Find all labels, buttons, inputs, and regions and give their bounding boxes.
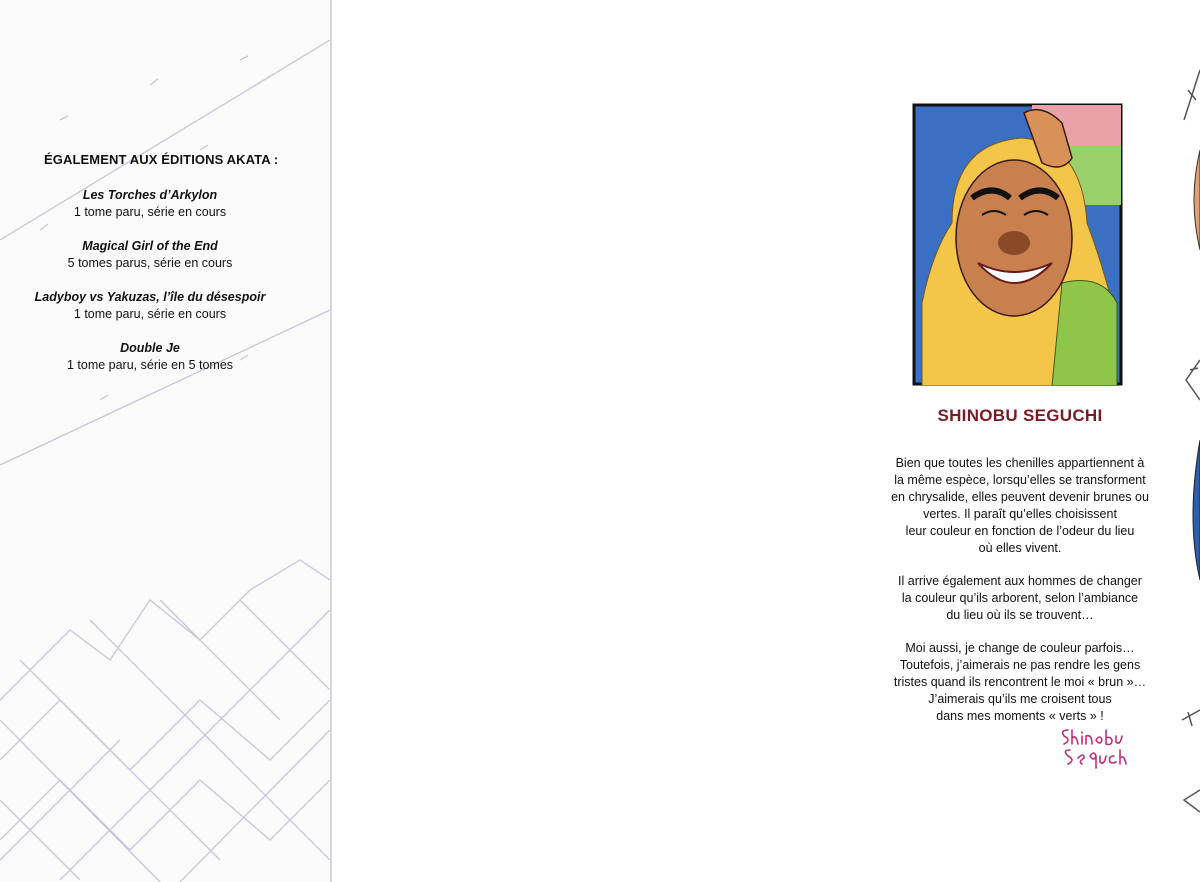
book-title: Double Je bbox=[120, 341, 180, 355]
barbed-wire-edge-illustration bbox=[1180, 0, 1200, 882]
barbed-wire-fence-illustration bbox=[0, 0, 330, 882]
book-entry bbox=[0, 238, 300, 272]
bio-paragraph bbox=[870, 640, 1170, 725]
book-status: 1 tome paru, série en cours bbox=[73, 205, 227, 219]
bio-line: en chrysalide, elles peuvent devenir brunes ou bbox=[891, 490, 1149, 504]
book-status: 1 tome paru, série en 5 tomes bbox=[66, 358, 234, 372]
book-title: Les Torches d’Arkylon bbox=[82, 188, 218, 202]
book-title: Magical Girl of the End bbox=[82, 239, 218, 253]
bio-paragraph bbox=[870, 455, 1170, 557]
bio-line: Moi aussi, je change de couleur parfois… bbox=[905, 641, 1135, 655]
bio-line: dans mes moments « verts » ! bbox=[936, 709, 1104, 723]
bio-line: vertes. Il paraît qu’elles choisissent bbox=[923, 507, 1117, 521]
also-published-heading: ÉGALEMENT AUX ÉDITIONS AKATA : bbox=[44, 152, 279, 167]
author-bio bbox=[870, 455, 1170, 741]
author-portrait-illustration bbox=[912, 103, 1123, 386]
bio-line: du lieu où ils se trouvent… bbox=[946, 608, 1094, 622]
bio-line: Bien que toutes les chenilles appartiennent à bbox=[895, 456, 1145, 470]
bio-line: où elles vivent. bbox=[978, 541, 1062, 555]
book-status: 5 tomes parus, série en cours bbox=[67, 256, 233, 270]
book-title: Ladyboy vs Yakuzas, l’île du désespoir bbox=[34, 290, 266, 304]
bio-line: Toutefois, j’aimerais ne pas rendre les gens bbox=[899, 658, 1141, 672]
book-entry bbox=[0, 289, 300, 323]
bio-line: Il arrive également aux hommes de changer bbox=[898, 574, 1142, 588]
bio-line: leur couleur en fonction de l’odeur du lieu bbox=[905, 524, 1135, 538]
bio-line: J’aimerais qu’ils me croisent tous bbox=[928, 692, 1112, 706]
author-name: SHINOBU SEGUCHI bbox=[937, 406, 1103, 425]
author-signature bbox=[1058, 726, 1128, 770]
bio-line: la couleur qu’ils arborent, selon l’ambiance bbox=[901, 591, 1139, 605]
book-status: 1 tome paru, série en cours bbox=[73, 307, 227, 321]
left-flap bbox=[0, 0, 330, 882]
bio-paragraph bbox=[870, 573, 1170, 624]
bio-line: la même espèce, lorsqu’elles se transforment bbox=[894, 473, 1146, 487]
bio-line: tristes quand ils rencontrent le moi « brun »… bbox=[893, 675, 1147, 689]
page-fold bbox=[330, 0, 332, 882]
book-entry bbox=[0, 340, 300, 374]
book-entry bbox=[0, 187, 300, 221]
